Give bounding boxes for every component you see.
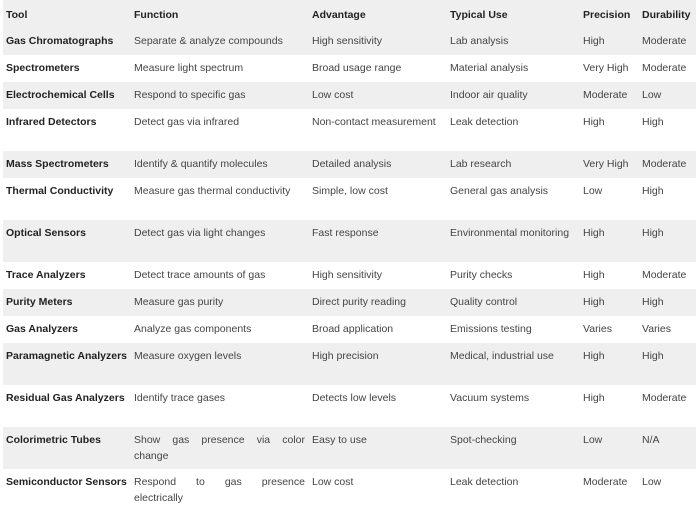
cell-typical-use: General gas analysis: [450, 185, 549, 197]
cell-tool: Trace Analyzers: [6, 269, 86, 281]
cell-typical-use: Indoor air quality: [450, 89, 528, 101]
cell-function: Detect trace amounts of gas: [134, 269, 266, 281]
cell-typical-use: Emissions testing: [450, 323, 532, 335]
cell-durability: N/A: [642, 434, 660, 446]
table-row: [3, 469, 696, 511]
cell-tool: Thermal Conductivity: [6, 185, 114, 197]
cell-precision: Low: [583, 434, 603, 446]
cell-precision: High: [583, 392, 605, 404]
cell-precision: High: [583, 350, 605, 362]
cell-advantage: Low cost: [312, 89, 354, 101]
table-row: [3, 151, 696, 178]
cell-advantage: Easy to use: [312, 434, 367, 446]
cell-precision: High: [583, 227, 605, 239]
cell-tool: Purity Meters: [6, 296, 73, 308]
cell-typical-use: Quality control: [450, 296, 518, 308]
cell-function: Show gas presence via color change: [134, 434, 305, 462]
cell-precision: High: [583, 296, 605, 308]
cell-tool: Optical Sensors: [6, 227, 86, 239]
table-row: [3, 178, 696, 220]
cell-function: Measure gas thermal conductivity: [134, 185, 291, 197]
cell-function: Identify trace gases: [134, 392, 226, 404]
cell-function: Separate & analyze compounds: [134, 35, 283, 47]
table-row: [3, 262, 696, 289]
cell-tool: Electrochemical Cells: [6, 89, 115, 101]
cell-function: Measure oxygen levels: [134, 350, 242, 362]
cell-durability: Varies: [642, 323, 671, 335]
cell-tool: Gas Chromatographs: [6, 35, 114, 47]
cell-precision: High: [583, 269, 605, 281]
table-row: [3, 220, 696, 262]
cell-tool: Infrared Detectors: [6, 116, 97, 128]
cell-typical-use: Leak detection: [450, 116, 519, 128]
cell-typical-use: Vacuum systems: [450, 392, 530, 404]
cell-tool: Mass Spectrometers: [6, 158, 109, 170]
cell-precision: Moderate: [583, 89, 628, 101]
table-row: [3, 82, 696, 109]
cell-durability: High: [642, 185, 664, 197]
cell-advantage: Fast response: [312, 227, 379, 239]
cell-function: Detect gas via infrared: [134, 116, 240, 128]
table-row: [3, 289, 696, 316]
cell-typical-use: Medical, industrial use: [450, 350, 554, 362]
cell-function: Respond to specific gas: [134, 89, 246, 101]
cell-advantage: Detects low levels: [312, 392, 397, 404]
cell-durability: Low: [642, 89, 662, 101]
cell-durability: High: [642, 350, 664, 362]
header-typical-use: Typical Use: [450, 9, 508, 21]
cell-durability: High: [642, 116, 664, 128]
cell-durability: High: [642, 296, 664, 308]
cell-durability: Moderate: [642, 269, 687, 281]
table-row: [3, 343, 696, 385]
cell-tool: Colorimetric Tubes: [6, 434, 101, 446]
cell-advantage: Broad usage range: [312, 62, 402, 74]
header-precision: Precision: [583, 9, 631, 21]
cell-tool: Semiconductor Sensors: [6, 476, 127, 488]
header-advantage: Advantage: [312, 9, 366, 21]
cell-typical-use: Lab research: [450, 158, 512, 170]
cell-advantage: Detailed analysis: [312, 158, 392, 170]
table-row: [3, 55, 696, 82]
cell-durability: High: [642, 227, 664, 239]
cell-function: Respond to gas presence electrically: [134, 476, 305, 504]
gas-tools-table: [3, 0, 696, 511]
cell-precision: Moderate: [583, 476, 628, 488]
cell-advantage: High sensitivity: [312, 35, 383, 47]
cell-precision: High: [583, 116, 605, 128]
table-row: [3, 28, 696, 55]
cell-durability: Moderate: [642, 35, 687, 47]
cell-advantage: High precision: [312, 350, 379, 362]
cell-function: Detect gas via light changes: [134, 227, 266, 239]
cell-tool: Residual Gas Analyzers: [6, 392, 125, 404]
cell-precision: Very High: [583, 62, 629, 74]
cell-durability: Moderate: [642, 392, 687, 404]
cell-durability: Low: [642, 476, 662, 488]
header-function: Function: [134, 9, 179, 21]
cell-typical-use: Spot-checking: [450, 434, 517, 446]
cell-tool: Spectrometers: [6, 62, 80, 74]
cell-advantage: Broad application: [312, 323, 394, 335]
table-row: [3, 109, 696, 151]
cell-advantage: Simple, low cost: [312, 185, 388, 197]
cell-precision: Very High: [583, 158, 629, 170]
cell-typical-use: Material analysis: [450, 62, 529, 74]
cell-precision: High: [583, 35, 605, 47]
table-header-row: [3, 0, 696, 28]
cell-function: Analyze gas components: [134, 323, 252, 335]
cell-durability: Moderate: [642, 62, 687, 74]
cell-precision: Low: [583, 185, 603, 197]
cell-durability: Moderate: [642, 158, 687, 170]
cell-function: Measure gas purity: [134, 296, 224, 308]
cell-advantage: High sensitivity: [312, 269, 383, 281]
cell-advantage: Non-contact measurement: [312, 116, 436, 128]
cell-typical-use: Environmental monitoring: [450, 227, 570, 239]
cell-advantage: Low cost: [312, 476, 354, 488]
table-row: [3, 385, 696, 427]
cell-function: Measure light spectrum: [134, 62, 244, 74]
header-tool: Tool: [6, 9, 28, 21]
cell-typical-use: Lab analysis: [450, 35, 509, 47]
cell-typical-use: Leak detection: [450, 476, 519, 488]
cell-precision: Varies: [583, 323, 612, 335]
cell-function: Identify & quantify molecules: [134, 158, 268, 170]
cell-advantage: Direct purity reading: [312, 296, 406, 308]
table-row: [3, 427, 696, 469]
cell-typical-use: Purity checks: [450, 269, 513, 281]
comparison-table-container: [3, 0, 696, 518]
header-durability: Durability: [642, 9, 691, 21]
table-row: [3, 316, 696, 343]
cell-tool: Gas Analyzers: [6, 323, 78, 335]
cell-tool: Paramagnetic Analyzers: [6, 350, 128, 362]
